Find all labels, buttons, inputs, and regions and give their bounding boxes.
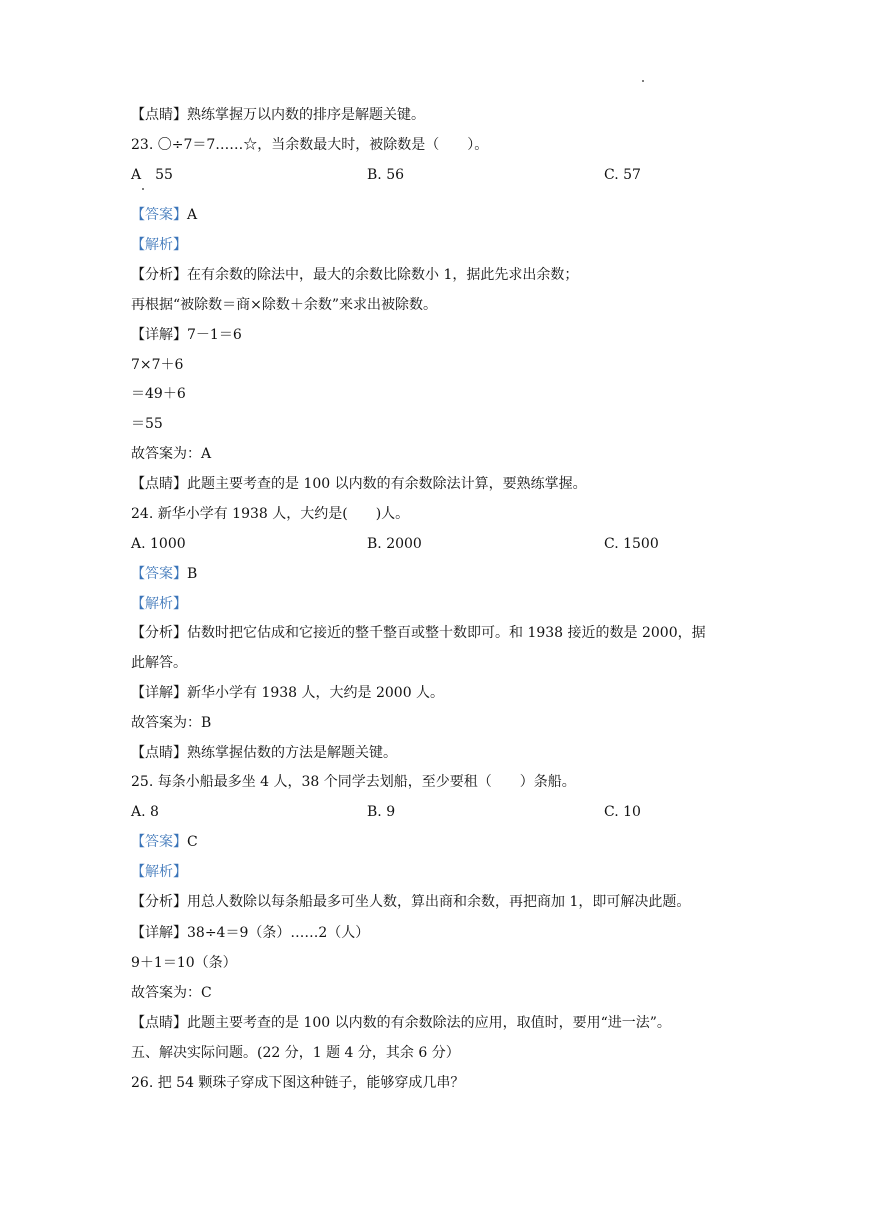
xiangjie-23-c: ＝49＋6 [131, 386, 186, 402]
guda-25: 故答案为：C [131, 985, 212, 1001]
q23-option-b: B. 56 [367, 167, 405, 183]
xiangjie-23-a: 【详解】7－1＝6 [131, 327, 242, 343]
fenxi-23-a: 【分析】在有余数的除法中，最大的余数比除数小 1，据此先求出余数； [131, 267, 579, 283]
fenxi-23-b: 再根据“被除数＝商×除数＋余数”来求出被除数。 [131, 297, 438, 313]
xiangjie-24: 【详解】新华小学有 1938 人，大约是 2000 人。 [131, 685, 445, 701]
jiexi-25: 【解析】 [131, 864, 187, 880]
xiangjie-25-b: 9＋1＝10（条） [131, 955, 237, 971]
xiangjie-25-a: 【详解】38÷4＝9（条）……2（人） [131, 925, 370, 941]
answer-value: B [187, 566, 198, 582]
guda-24: 故答案为：B [131, 715, 212, 731]
q24-option-c: C. 1500 [604, 536, 659, 552]
dianjing-24: 【点睛】熟练掌握估数的方法是解题关键。 [131, 745, 397, 761]
answer-value: C [187, 834, 198, 850]
fenxi-25: 【分析】用总人数除以每条船最多可坐人数，算出商和余数，再把商加 1，即可解决此题。 [131, 894, 691, 910]
xiangjie-23-d: ＝55 [131, 416, 163, 432]
q23-option-c: C. 57 [604, 167, 641, 183]
q23-option-a: A 55 [131, 167, 173, 183]
jiexi-23: 【解析】 [131, 237, 187, 253]
question-23: 23. 〇÷7＝7……☆，当余数最大时，被除数是（ ）。 [131, 137, 489, 153]
dianjing-25: 【点睛】此题主要考查的是 100 以内数的有余数除法的应用，取值时，要用“进一法”。 [131, 1015, 671, 1031]
answer-value: A [187, 207, 198, 223]
question-24: 24. 新华小学有 1938 人，大约是( )人。 [131, 506, 410, 522]
q24-option-a: A. 1000 [131, 536, 186, 552]
q25-option-a: A. 8 [131, 804, 159, 820]
q25-option-c: C. 10 [604, 804, 641, 820]
answer-25 [131, 833, 198, 851]
answer-label: 【答案】 [131, 834, 187, 850]
fenxi-24-a: 【分析】估数时把它估成和它接近的整千整百或整十数即可。和 1938 接近的数是 2000，据 [131, 625, 706, 641]
dianjing-22: 【点睛】熟练掌握万以内数的排序是解题关键。 [131, 107, 425, 123]
answer-label: 【答案】 [131, 207, 187, 223]
stray-dot [142, 188, 144, 190]
dianjing-23: 【点睛】此题主要考查的是 100 以内数的有余数除法计算，要熟练掌握。 [131, 476, 587, 492]
answer-24 [131, 565, 197, 583]
xiangjie-23-b: 7×7＋6 [131, 357, 184, 373]
guda-23: 故答案为：A [131, 446, 212, 462]
section-5-title: 五、解决实际问题。(22 分，1 题 4 分，其余 6 分） [131, 1045, 460, 1061]
question-25: 25. 每条小船最多坐 4 人，38 个同学去划船，至少要租（ ）条船。 [131, 774, 576, 790]
q25-option-b: B. 9 [367, 804, 396, 820]
fenxi-24-b: 此解答。 [131, 655, 187, 671]
jiexi-24: 【解析】 [131, 596, 187, 612]
answer-label: 【答案】 [131, 566, 187, 582]
answer-23 [131, 206, 197, 224]
stray-dot [642, 80, 644, 82]
question-26: 26. 把 54 颗珠子穿成下图这种链子，能够穿成几串？ [131, 1075, 465, 1091]
q24-option-b: B. 2000 [367, 536, 422, 552]
